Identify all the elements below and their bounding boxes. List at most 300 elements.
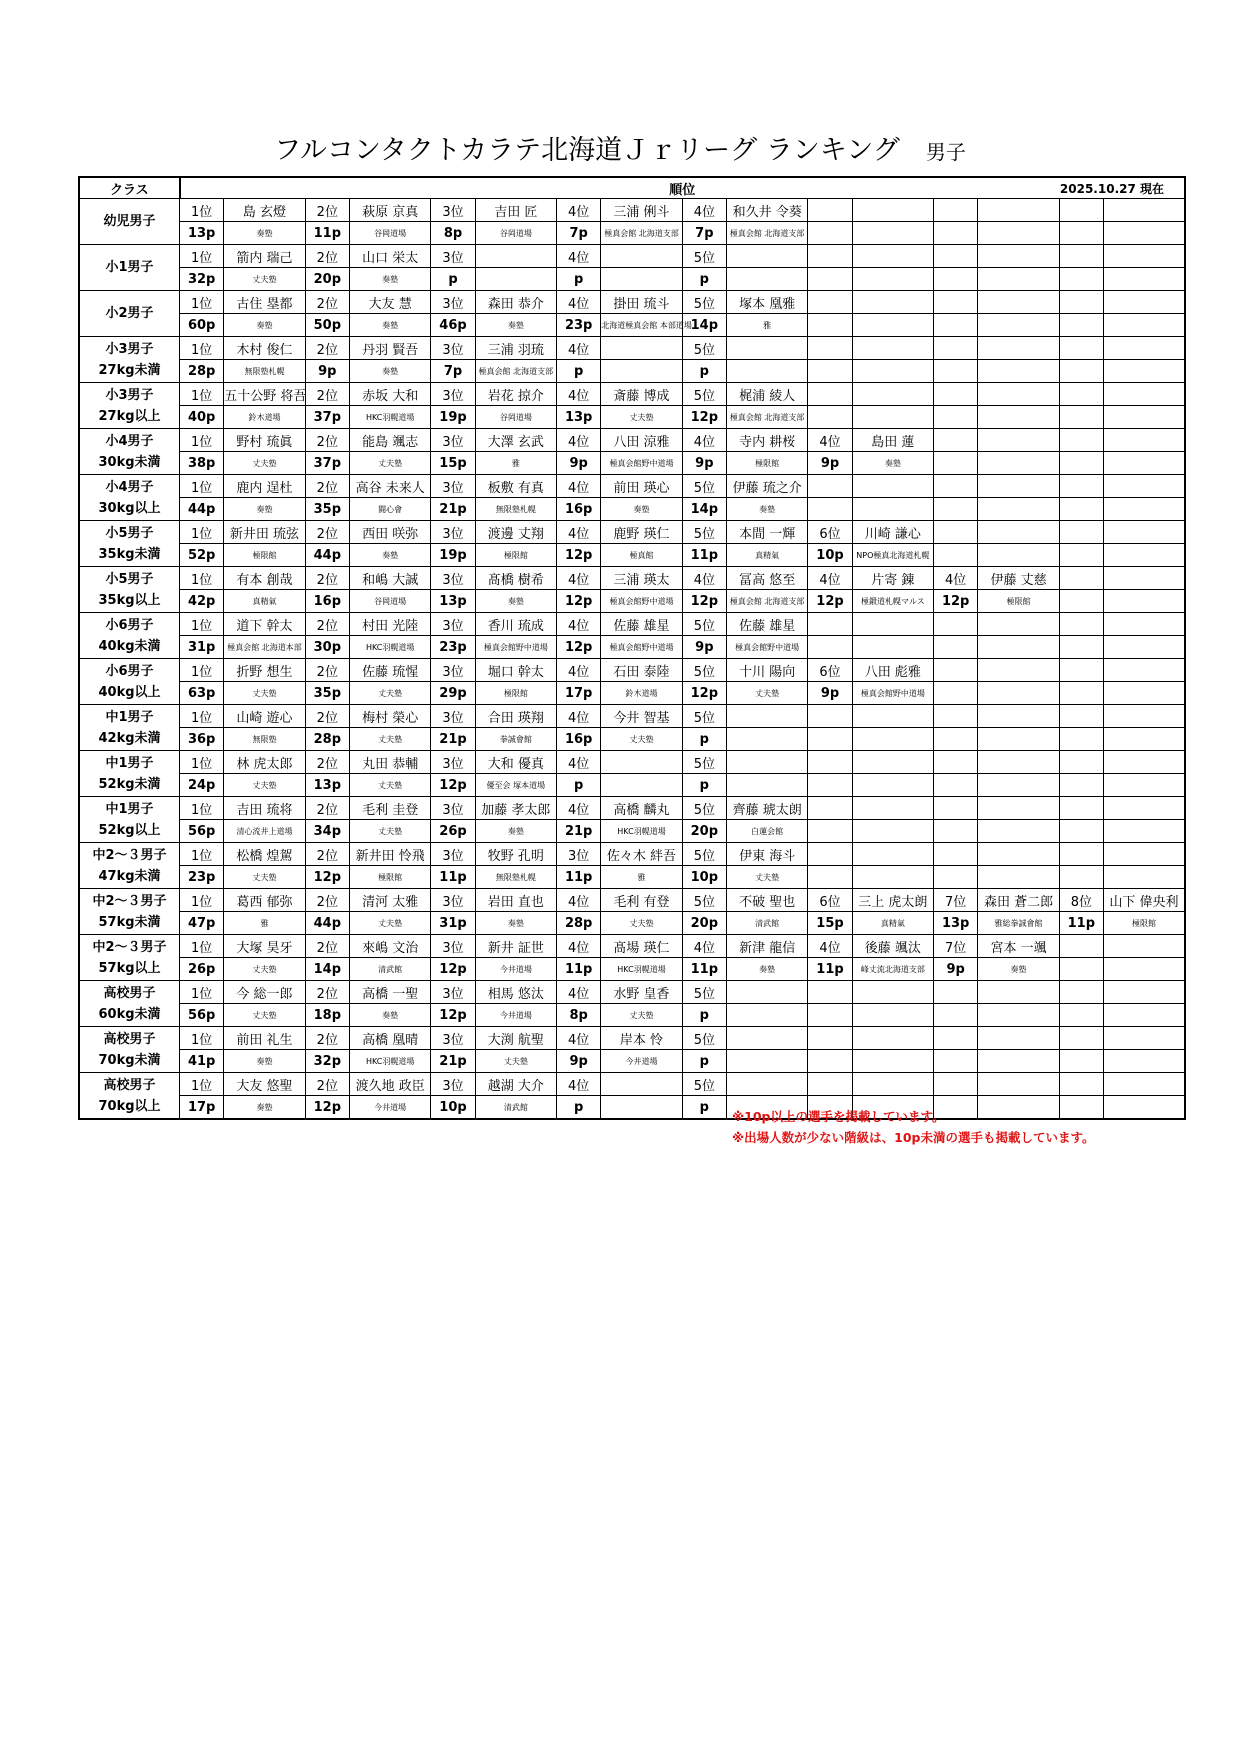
- class-cell: [79, 383, 180, 429]
- points-cell: [934, 314, 978, 337]
- rank-cell: [934, 1073, 978, 1096]
- rank-cell: 4位: [557, 659, 601, 682]
- rank-cell: [934, 659, 978, 682]
- rank-cell: [934, 751, 978, 774]
- points-cell: 9p: [557, 452, 601, 475]
- class-cell: [79, 889, 180, 935]
- athlete-name: [1103, 751, 1185, 774]
- rank-cell: 3位: [431, 429, 475, 452]
- rank-cell: [1059, 659, 1103, 682]
- points-cell: 13p: [305, 774, 349, 797]
- class-cell: [79, 337, 180, 383]
- points-cell: 16p: [557, 498, 601, 521]
- rank-cell: [1059, 567, 1103, 590]
- athlete-name: 伊藤 琉之介: [726, 475, 807, 498]
- dojo-name: 谷岡道場: [349, 222, 430, 245]
- dojo-name: [978, 314, 1059, 337]
- ranking-table: [78, 176, 1186, 1120]
- points-cell: p: [682, 1050, 726, 1073]
- dojo-name: 極限館: [475, 544, 556, 567]
- dojo-name: 丈夫塾: [349, 820, 430, 843]
- class-label: 高校男子: [103, 1077, 156, 1093]
- athlete-name: 不破 聖也: [726, 889, 807, 912]
- athlete-name: 佐藤 雄星: [601, 613, 682, 636]
- rank-cell: 3位: [431, 659, 475, 682]
- dojo-name: [978, 1050, 1059, 1073]
- athlete-name: 村田 光陸: [349, 613, 430, 636]
- dojo-name: [1103, 544, 1185, 567]
- points-cell: 12p: [431, 774, 475, 797]
- rank-cell: [808, 199, 852, 222]
- table-row: [79, 590, 1185, 613]
- rank-cell: 2位: [305, 429, 349, 452]
- dojo-name: 丈夫塾: [601, 912, 682, 935]
- dojo-name: [1103, 636, 1185, 659]
- points-cell: p: [557, 360, 601, 383]
- athlete-name: 西田 咲弥: [349, 521, 430, 544]
- dojo-name: [1103, 268, 1185, 291]
- rank-cell: 4位: [557, 1027, 601, 1050]
- points-cell: [808, 360, 852, 383]
- rank-cell: 4位: [557, 613, 601, 636]
- class-label: 中2～３男子: [92, 939, 167, 955]
- athlete-name: [978, 1073, 1059, 1096]
- athlete-name: 伊藤 丈慈: [978, 567, 1059, 590]
- dojo-name: 清武館: [726, 912, 807, 935]
- points-cell: 12p: [808, 590, 852, 613]
- rank-cell: 2位: [305, 567, 349, 590]
- rank-cell: [934, 199, 978, 222]
- athlete-name: 塚本 凰雅: [726, 291, 807, 314]
- points-cell: [1059, 774, 1103, 797]
- points-cell: 12p: [557, 590, 601, 613]
- athlete-name: 岩田 直也: [475, 889, 556, 912]
- athlete-name: [852, 797, 933, 820]
- athlete-name: 葛西 郁弥: [224, 889, 305, 912]
- dojo-name: [978, 774, 1059, 797]
- rank-cell: [1059, 843, 1103, 866]
- athlete-name: 大友 悠聖: [224, 1073, 305, 1096]
- athlete-name: [1103, 613, 1185, 636]
- dojo-name: 丈夫塾: [601, 406, 682, 429]
- points-cell: 42p: [180, 590, 224, 613]
- class-label: 30kg以上: [98, 500, 161, 516]
- dojo-name: 奏塾: [475, 912, 556, 935]
- rank-cell: 7位: [934, 889, 978, 912]
- points-cell: 16p: [557, 728, 601, 751]
- dojo-name: 雅総拳誠會館: [978, 912, 1059, 935]
- points-cell: 18p: [305, 1004, 349, 1027]
- athlete-name: 相馬 悠汰: [475, 981, 556, 1004]
- dojo-name: 極真会館 北海道支部: [726, 406, 807, 429]
- class-cell: [79, 705, 180, 751]
- rank-cell: 3位: [431, 291, 475, 314]
- dojo-name: 極限館: [224, 544, 305, 567]
- dojo-name: 奏塾: [224, 1050, 305, 1073]
- dojo-name: 丈夫塾: [726, 682, 807, 705]
- table-row: [79, 1050, 1185, 1073]
- athlete-name: [852, 981, 933, 1004]
- dojo-name: [978, 360, 1059, 383]
- athlete-name: 本間 一輝: [726, 521, 807, 544]
- rank-cell: 4位: [808, 935, 852, 958]
- rank-cell: [1059, 751, 1103, 774]
- class-label: 小2男子: [105, 306, 154, 321]
- rank-cell: 4位: [557, 567, 601, 590]
- points-cell: [934, 728, 978, 751]
- class-cell: [79, 843, 180, 889]
- table-row: [79, 429, 1185, 452]
- points-cell: p: [557, 1096, 601, 1120]
- points-cell: 17p: [557, 682, 601, 705]
- dojo-name: [1103, 222, 1185, 245]
- athlete-name: [726, 981, 807, 1004]
- points-cell: 46p: [431, 314, 475, 337]
- class-label: 30kg未満: [98, 454, 161, 470]
- dojo-name: 清武館: [475, 1096, 556, 1120]
- class-label: 27kg以上: [98, 408, 161, 424]
- athlete-name: 宮本 一颯: [978, 935, 1059, 958]
- dojo-name: NPO極真北海道札幌: [852, 544, 933, 567]
- rank-cell: 3位: [431, 337, 475, 360]
- points-cell: 14p: [305, 958, 349, 981]
- athlete-name: [1103, 475, 1185, 498]
- dojo-name: 無限塾札幌: [475, 866, 556, 889]
- rank-cell: [808, 981, 852, 1004]
- points-cell: 44p: [305, 544, 349, 567]
- dojo-name: 極真会館野中道場: [601, 452, 682, 475]
- dojo-name: [852, 774, 933, 797]
- rank-cell: 3位: [431, 981, 475, 1004]
- class-label: 中1男子: [105, 709, 154, 725]
- dojo-name: [978, 866, 1059, 889]
- rank-header-label: 順位: [669, 182, 696, 198]
- athlete-name: 高橋 一聖: [349, 981, 430, 1004]
- table-row: [79, 222, 1185, 245]
- rank-cell: 1位: [180, 475, 224, 498]
- dojo-name: 清心流井上道場: [224, 820, 305, 843]
- rank-cell: 1位: [180, 705, 224, 728]
- table-row: [79, 682, 1185, 705]
- rank-cell: [808, 291, 852, 314]
- dojo-name: [1103, 682, 1185, 705]
- athlete-name: [475, 245, 556, 268]
- class-cell: [79, 797, 180, 843]
- points-cell: 12p: [305, 866, 349, 889]
- points-cell: [1059, 590, 1103, 613]
- athlete-name: 佐藤 雄星: [726, 613, 807, 636]
- points-cell: [1059, 360, 1103, 383]
- rank-cell: 5位: [682, 521, 726, 544]
- class-label: 47kg未満: [98, 868, 161, 884]
- athlete-name: 新井田 琉弦: [224, 521, 305, 544]
- points-cell: 20p: [682, 912, 726, 935]
- dojo-name: 鈴木道場: [601, 682, 682, 705]
- rank-cell: [934, 705, 978, 728]
- rank-cell: 2位: [305, 383, 349, 406]
- dojo-name: [601, 268, 682, 291]
- dojo-name: 丈夫塾: [224, 958, 305, 981]
- athlete-name: [1103, 245, 1185, 268]
- rank-cell: [1059, 199, 1103, 222]
- athlete-name: [852, 613, 933, 636]
- dojo-name: 丈夫塾: [601, 1004, 682, 1027]
- dojo-name: [726, 774, 807, 797]
- athlete-name: [1103, 797, 1185, 820]
- dojo-name: [852, 222, 933, 245]
- rank-cell: 5位: [682, 981, 726, 1004]
- athlete-name: [601, 1073, 682, 1096]
- dojo-name: [852, 268, 933, 291]
- rank-cell: 4位: [557, 383, 601, 406]
- class-label: 40kg未満: [98, 638, 161, 654]
- dojo-name: 谷岡道場: [475, 222, 556, 245]
- points-cell: 9p: [808, 452, 852, 475]
- points-cell: 28p: [305, 728, 349, 751]
- points-cell: [1059, 222, 1103, 245]
- dojo-name: [852, 636, 933, 659]
- athlete-name: [601, 337, 682, 360]
- rank-cell: [1059, 797, 1103, 820]
- table-row: [79, 958, 1185, 981]
- dojo-name: 奏塾: [978, 958, 1059, 981]
- class-label: 小3男子: [105, 341, 154, 357]
- dojo-name: 雅: [224, 912, 305, 935]
- notes: [732, 1106, 1095, 1148]
- points-cell: [808, 728, 852, 751]
- athlete-name: [601, 751, 682, 774]
- rank-cell: [1059, 613, 1103, 636]
- rank-cell: 6位: [808, 521, 852, 544]
- rank-cell: 5位: [682, 659, 726, 682]
- rank-cell: [934, 291, 978, 314]
- athlete-name: [1103, 705, 1185, 728]
- athlete-name: [1103, 1027, 1185, 1050]
- athlete-name: 吉田 琉将: [224, 797, 305, 820]
- athlete-name: 和嶋 大誠: [349, 567, 430, 590]
- dojo-name: 丈夫塾: [224, 866, 305, 889]
- athlete-name: 吉田 匠: [475, 199, 556, 222]
- class-cell: [79, 659, 180, 705]
- dojo-name: 闘心會: [349, 498, 430, 521]
- dojo-name: [852, 866, 933, 889]
- athlete-name: 堀口 幹太: [475, 659, 556, 682]
- dojo-name: 無限塾: [224, 728, 305, 751]
- points-cell: 50p: [305, 314, 349, 337]
- rank-cell: 4位: [682, 199, 726, 222]
- points-cell: p: [557, 268, 601, 291]
- points-cell: 7p: [557, 222, 601, 245]
- athlete-name: 加藤 孝太郎: [475, 797, 556, 820]
- class-label: 35kg未満: [98, 546, 161, 562]
- rank-cell: [1059, 521, 1103, 544]
- dojo-name: 鈴木道場: [224, 406, 305, 429]
- dojo-name: HKC羽幌道場: [601, 820, 682, 843]
- rank-cell: [1059, 337, 1103, 360]
- rank-cell: [1059, 935, 1103, 958]
- dojo-name: 奏塾: [475, 590, 556, 613]
- athlete-name: [1103, 383, 1185, 406]
- dojo-name: [978, 820, 1059, 843]
- rank-cell: [934, 797, 978, 820]
- rank-cell: [808, 337, 852, 360]
- dojo-name: [601, 774, 682, 797]
- class-label: 小4男子: [105, 479, 154, 495]
- athlete-name: 高橋 麟丸: [601, 797, 682, 820]
- dojo-name: 極真会館野中道場: [726, 636, 807, 659]
- rank-cell: 2位: [305, 245, 349, 268]
- points-cell: 12p: [431, 1004, 475, 1027]
- athlete-name: 岩花 掠介: [475, 383, 556, 406]
- athlete-name: 牧野 孔明: [475, 843, 556, 866]
- table-row: [79, 199, 1185, 222]
- rank-cell: 1位: [180, 751, 224, 774]
- athlete-name: 合田 瑛翔: [475, 705, 556, 728]
- rank-cell: 4位: [557, 337, 601, 360]
- points-cell: 21p: [431, 498, 475, 521]
- dojo-name: 拳誠會館: [475, 728, 556, 751]
- points-cell: 7p: [682, 222, 726, 245]
- dojo-name: 奏塾: [726, 958, 807, 981]
- points-cell: 10p: [808, 544, 852, 567]
- points-cell: 21p: [431, 1050, 475, 1073]
- athlete-name: 大澤 玄武: [475, 429, 556, 452]
- rank-cell: 2位: [305, 613, 349, 636]
- points-cell: 21p: [557, 820, 601, 843]
- points-cell: [808, 314, 852, 337]
- rank-cell: [1059, 429, 1103, 452]
- dojo-name: [601, 1096, 682, 1120]
- athlete-name: 毛利 有登: [601, 889, 682, 912]
- class-label: 60kg未満: [98, 1006, 161, 1022]
- athlete-name: 三浦 瑛太: [601, 567, 682, 590]
- dojo-name: 無限塾札幌: [475, 498, 556, 521]
- athlete-name: [978, 751, 1059, 774]
- athlete-name: 佐々木 絆吾: [601, 843, 682, 866]
- points-cell: 21p: [431, 728, 475, 751]
- class-label: 中1男子: [105, 801, 154, 817]
- dojo-name: [852, 1004, 933, 1027]
- athlete-name: 丸田 恭輔: [349, 751, 430, 774]
- points-cell: 44p: [305, 912, 349, 935]
- dojo-name: [726, 268, 807, 291]
- rank-cell: [934, 613, 978, 636]
- athlete-name: 鹿内 逞杜: [224, 475, 305, 498]
- dojo-name: [978, 222, 1059, 245]
- rank-cell: 4位: [557, 199, 601, 222]
- class-label: 52kg未満: [98, 776, 161, 792]
- athlete-name: [852, 1027, 933, 1050]
- rank-cell: 2位: [305, 659, 349, 682]
- rank-cell: 2位: [305, 751, 349, 774]
- dojo-name: [1103, 866, 1185, 889]
- dojo-name: 丈夫塾: [349, 682, 430, 705]
- dojo-name: 丈夫塾: [224, 774, 305, 797]
- points-cell: 15p: [808, 912, 852, 935]
- athlete-name: 伊東 海斗: [726, 843, 807, 866]
- points-cell: 17p: [180, 1096, 224, 1120]
- rank-cell: 1位: [180, 797, 224, 820]
- dojo-name: 奏塾: [852, 452, 933, 475]
- rank-cell: [934, 383, 978, 406]
- rank-cell: 4位: [557, 705, 601, 728]
- points-cell: 13p: [557, 406, 601, 429]
- points-cell: 19p: [431, 544, 475, 567]
- table-row: [79, 981, 1185, 1004]
- rank-cell: 1位: [180, 429, 224, 452]
- points-cell: [934, 636, 978, 659]
- points-cell: [1059, 958, 1103, 981]
- dojo-name: [1103, 1096, 1185, 1120]
- dojo-name: [1103, 314, 1185, 337]
- dojo-name: 極真会館野中道場: [852, 682, 933, 705]
- class-label: 幼児男子: [103, 214, 156, 229]
- points-cell: 11p: [682, 958, 726, 981]
- athlete-name: [978, 337, 1059, 360]
- athlete-name: 佐藤 琉惺: [349, 659, 430, 682]
- athlete-name: 大塚 昊牙: [224, 935, 305, 958]
- table-row: [79, 912, 1185, 935]
- points-cell: 12p: [934, 590, 978, 613]
- athlete-name: [978, 199, 1059, 222]
- rank-cell: 3位: [431, 475, 475, 498]
- dojo-name: 白蓮会館: [726, 820, 807, 843]
- athlete-name: [852, 475, 933, 498]
- athlete-name: 能島 颯志: [349, 429, 430, 452]
- dojo-name: [978, 682, 1059, 705]
- rank-cell: [1059, 981, 1103, 1004]
- athlete-name: 水野 皇香: [601, 981, 682, 1004]
- class-cell: [79, 475, 180, 521]
- dojo-name: [1103, 498, 1185, 521]
- dojo-name: [978, 268, 1059, 291]
- dojo-name: [601, 360, 682, 383]
- dojo-name: 極鍛道札幌マルス: [852, 590, 933, 613]
- table-row: [79, 1073, 1185, 1096]
- athlete-name: 毛利 圭登: [349, 797, 430, 820]
- athlete-name: [1103, 935, 1185, 958]
- athlete-name: 丹羽 賢吾: [349, 337, 430, 360]
- rank-cell: 2位: [305, 705, 349, 728]
- rank-cell: 3位: [557, 843, 601, 866]
- rank-cell: 3位: [431, 1073, 475, 1096]
- athlete-name: 片寄 錬: [852, 567, 933, 590]
- rank-cell: 2位: [305, 1027, 349, 1050]
- athlete-name: 渡久地 政臣: [349, 1073, 430, 1096]
- athlete-name: 掛田 琉斗: [601, 291, 682, 314]
- rank-cell: [1059, 1027, 1103, 1050]
- athlete-name: [978, 659, 1059, 682]
- class-cell: [79, 199, 180, 245]
- athlete-name: 寺内 耕桜: [726, 429, 807, 452]
- points-cell: 16p: [305, 590, 349, 613]
- class-cell: [79, 613, 180, 659]
- dojo-name: [852, 820, 933, 843]
- points-cell: 32p: [305, 1050, 349, 1073]
- dojo-name: 無限塾札幌: [224, 360, 305, 383]
- dojo-name: [978, 406, 1059, 429]
- dojo-name: 真精氣: [224, 590, 305, 613]
- rank-cell: [808, 1073, 852, 1096]
- table-row: [79, 521, 1185, 544]
- athlete-name: [978, 797, 1059, 820]
- points-cell: [934, 360, 978, 383]
- table-row: [79, 866, 1185, 889]
- points-cell: 35p: [305, 682, 349, 705]
- athlete-name: 古住 塁都: [224, 291, 305, 314]
- dojo-name: 極真会館 北海道支部: [726, 222, 807, 245]
- points-cell: 9p: [682, 452, 726, 475]
